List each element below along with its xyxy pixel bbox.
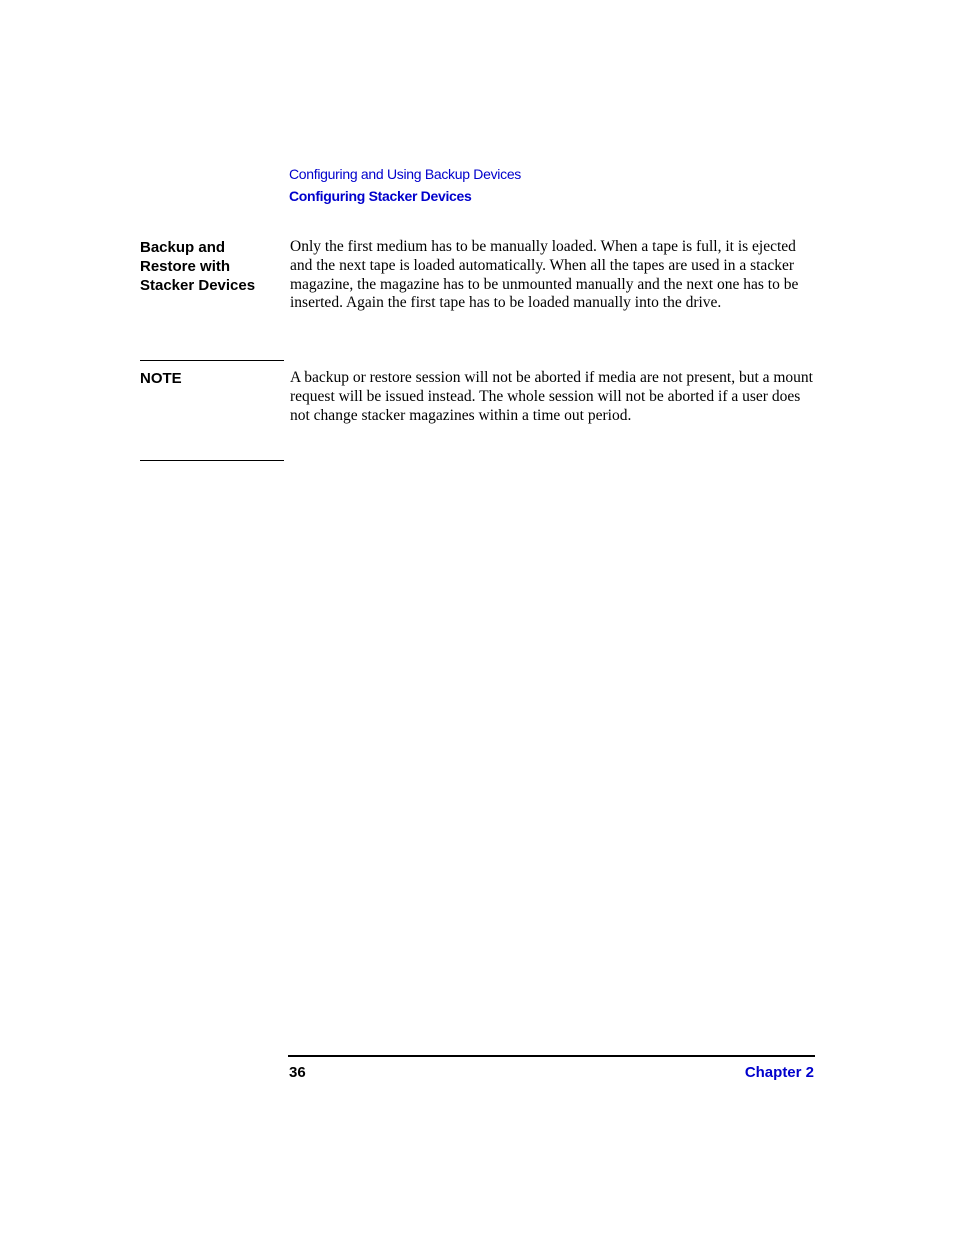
section-body-paragraph: Only the first medium has to be manually loaded. When a tape is full, it is ejected and the next tape is loaded automatically. When all the tapes are used in a stacker magazine, the magazine has to be unmounted manually and the next one has to be inserted. Again the first tape has to be loaded manually into the drive. xyxy=(290,238,799,312)
section-heading xyxy=(140,238,280,295)
footer-divider xyxy=(288,1055,815,1057)
note-body-paragraph: A backup or restore session will not be aborted if media are not present, but a mount request will be issued instead. The whole session will not be aborted if a user does not change stacker magazines within a time out period. xyxy=(290,369,813,424)
breadcrumb-section-link[interactable]: Configuring Stacker Devices xyxy=(289,188,472,204)
note-top-divider xyxy=(140,360,284,361)
note-label: NOTE xyxy=(140,370,182,387)
breadcrumb-chapter-link[interactable]: Configuring and Using Backup Devices xyxy=(289,166,521,182)
chapter-link[interactable]: Chapter 2 xyxy=(744,1064,814,1081)
section-heading-line: Backup and xyxy=(140,239,226,256)
note-bottom-divider xyxy=(140,460,284,461)
page-number: 36 xyxy=(289,1064,306,1081)
section-heading-line: Stacker Devices xyxy=(140,277,256,294)
section-heading-line: Restore with xyxy=(140,258,231,275)
